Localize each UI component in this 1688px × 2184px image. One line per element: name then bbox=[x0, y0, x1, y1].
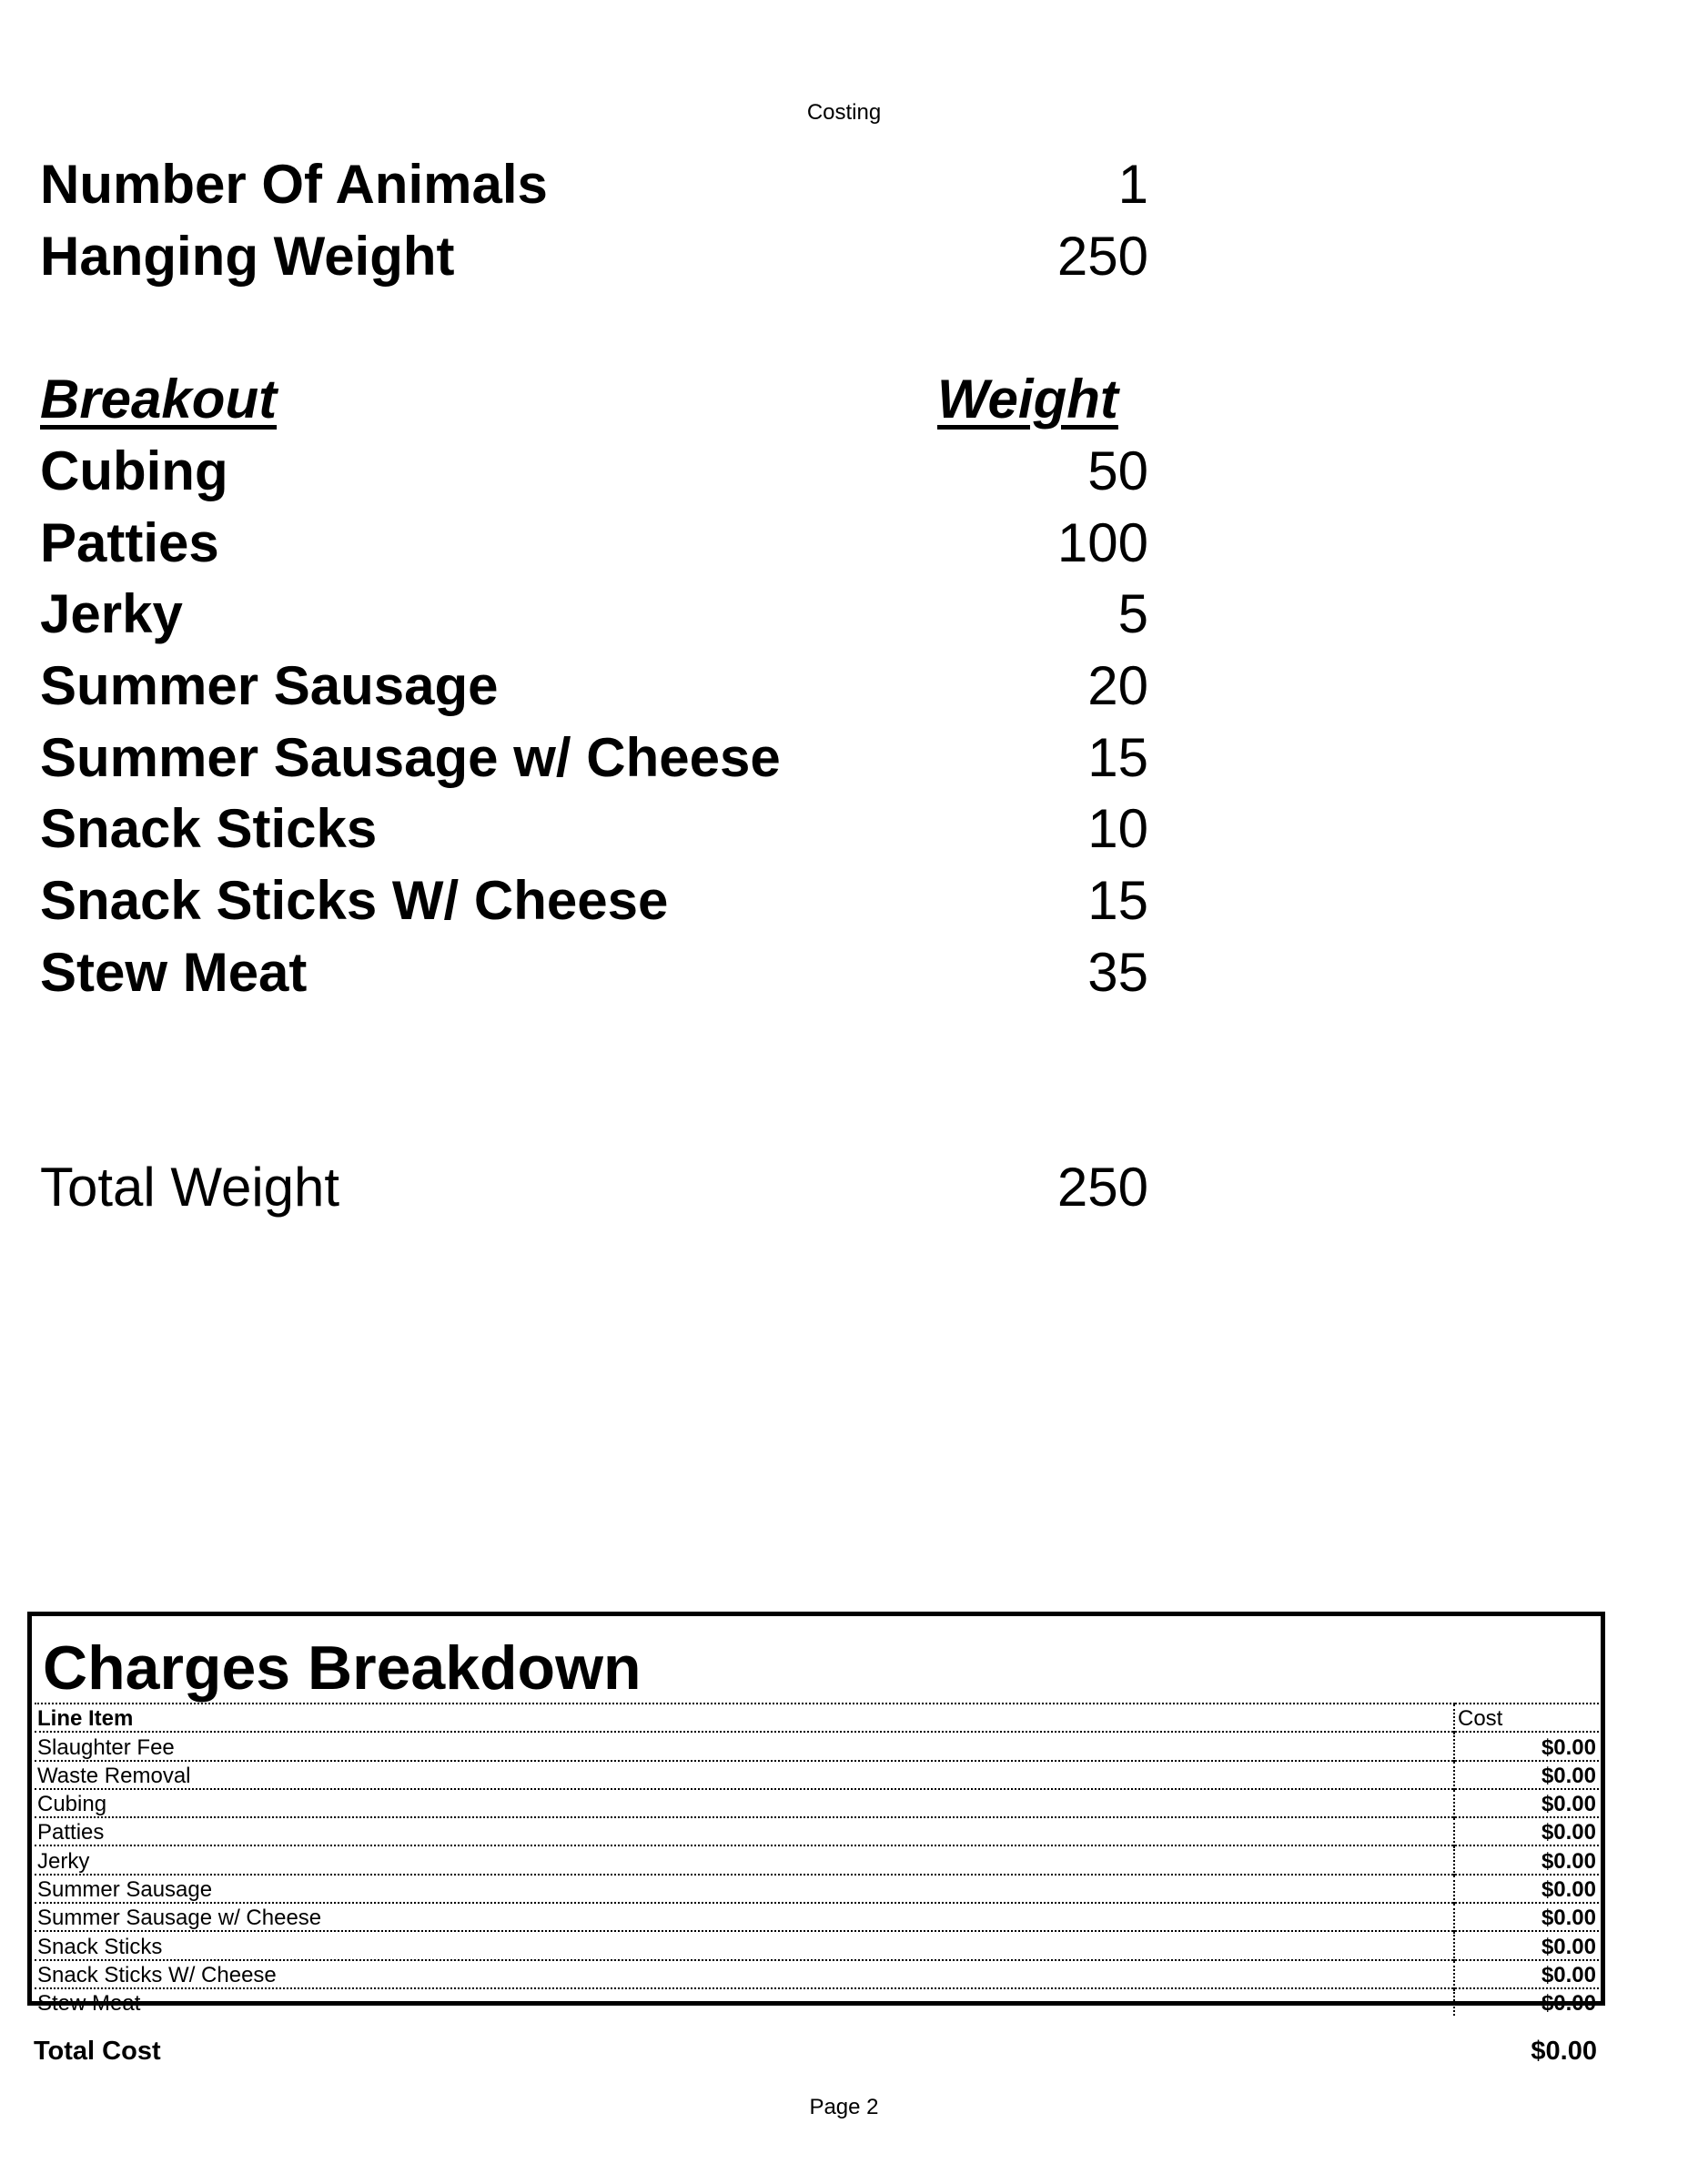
charges-table-header bbox=[35, 1704, 1599, 1732]
table-row bbox=[35, 1732, 1599, 1760]
line-item-name: Patties bbox=[35, 1817, 1454, 1845]
total-weight-value: 250 bbox=[1056, 1157, 1148, 1218]
breakout-item-label: Cubing bbox=[40, 440, 228, 501]
breakout-item-value: 5 bbox=[1117, 583, 1148, 644]
line-item-name: Snack Sticks W/ Cheese bbox=[35, 1960, 1454, 1988]
breakout-item-value: 10 bbox=[1087, 798, 1148, 859]
weight-heading: Weight bbox=[937, 369, 1118, 430]
breakout-item-label: Jerky bbox=[40, 583, 183, 644]
total-weight-label: Total Weight bbox=[40, 1157, 340, 1218]
page-header-title: Costing bbox=[806, 100, 882, 125]
number-of-animals-value: 1 bbox=[1117, 154, 1148, 215]
table-row bbox=[35, 1761, 1599, 1789]
line-item-cost: $0.00 bbox=[1454, 1931, 1599, 1959]
line-item-name: Jerky bbox=[35, 1845, 1454, 1874]
column-header-line-item: Line Item bbox=[35, 1704, 1454, 1732]
line-item-cost: $0.00 bbox=[1454, 1988, 1599, 2016]
breakout-item-value: 35 bbox=[1087, 942, 1148, 1003]
line-item-name: Summer Sausage w/ Cheese bbox=[35, 1903, 1454, 1931]
charges-table bbox=[35, 1703, 1599, 2016]
charges-breakdown-panel bbox=[27, 1612, 1605, 2017]
line-item-cost: $0.00 bbox=[1454, 1875, 1599, 1903]
hanging-weight-label: Hanging Weight bbox=[40, 226, 455, 287]
breakout-item-value: 15 bbox=[1087, 870, 1148, 931]
breakout-item-value: 20 bbox=[1087, 655, 1148, 716]
line-item-cost: $0.00 bbox=[1454, 1732, 1599, 1760]
hanging-weight-value: 250 bbox=[1056, 226, 1148, 287]
line-item-cost: $0.00 bbox=[1454, 1817, 1599, 1845]
table-row bbox=[35, 1903, 1599, 1931]
total-cost-value: $0.00 bbox=[1531, 2037, 1597, 2066]
line-item-cost: $0.00 bbox=[1454, 1903, 1599, 1931]
line-item-name: Summer Sausage bbox=[35, 1875, 1454, 1903]
table-row bbox=[35, 1817, 1599, 1845]
line-item-name: Waste Removal bbox=[35, 1761, 1454, 1789]
table-row bbox=[35, 1789, 1599, 1817]
charges-breakdown-title: Charges Breakdown bbox=[43, 1633, 642, 1703]
breakout-item-value: 15 bbox=[1087, 727, 1148, 788]
table-row bbox=[35, 1875, 1599, 1903]
page-number: Page 2 bbox=[809, 2095, 879, 2119]
table-row bbox=[35, 1988, 1599, 2016]
line-item-cost: $0.00 bbox=[1454, 1761, 1599, 1789]
breakout-item-label: Snack Sticks bbox=[40, 798, 378, 859]
breakout-heading: Breakout bbox=[40, 369, 278, 430]
line-item-cost: $0.00 bbox=[1454, 1960, 1599, 1988]
table-row bbox=[35, 1931, 1599, 1959]
column-header-cost: Cost bbox=[1454, 1704, 1599, 1732]
line-item-name: Snack Sticks bbox=[35, 1931, 1454, 1959]
breakout-item-label: Summer Sausage bbox=[40, 655, 499, 716]
number-of-animals-label: Number Of Animals bbox=[40, 154, 548, 215]
total-cost-label: Total Cost bbox=[34, 2037, 161, 2066]
line-item-name: Slaughter Fee bbox=[35, 1732, 1454, 1760]
breakout-item-label: Summer Sausage w/ Cheese bbox=[40, 727, 781, 788]
breakout-item-label: Snack Sticks W/ Cheese bbox=[40, 870, 669, 931]
line-item-name: Cubing bbox=[35, 1789, 1454, 1817]
table-row bbox=[35, 1960, 1599, 1988]
line-item-name: Stew Meat bbox=[35, 1988, 1454, 2016]
breakout-item-label: Patties bbox=[40, 512, 219, 573]
line-item-cost: $0.00 bbox=[1454, 1845, 1599, 1874]
breakout-item-label: Stew Meat bbox=[40, 942, 308, 1003]
breakout-item-value: 50 bbox=[1087, 440, 1148, 501]
table-row bbox=[35, 1845, 1599, 1874]
line-item-cost: $0.00 bbox=[1454, 1789, 1599, 1817]
breakout-item-value: 100 bbox=[1056, 512, 1148, 573]
